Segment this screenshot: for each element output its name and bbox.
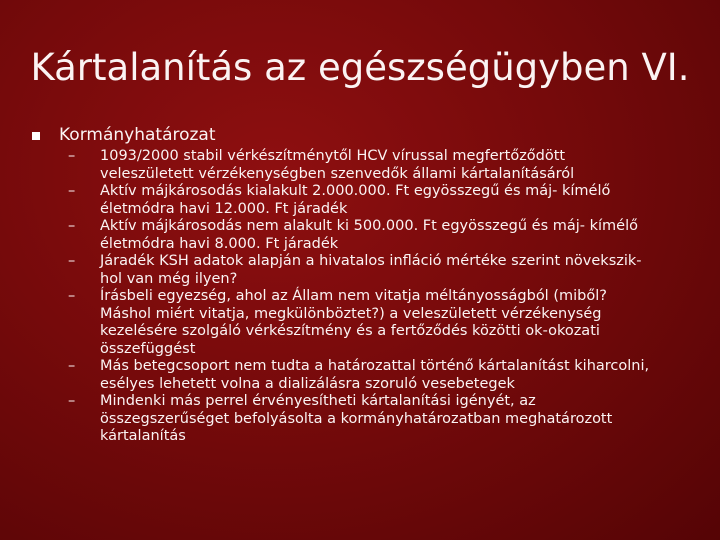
sub-bullet-list: [28, 148, 698, 446]
bullet-text: Kormányhatározat: [59, 125, 216, 145]
sub-bullet-text: 1093/2000 stabil vérkészítménytől HCV vírussal megfertőződött veleszületett vérzékenységben szenvedők állami kártalanításáról: [100, 148, 575, 182]
sub-bullet-item: [28, 253, 698, 288]
dash-icon: –: [68, 253, 76, 269]
dash-icon: –: [68, 183, 76, 199]
sub-bullet-item: [28, 218, 698, 253]
sub-bullet-text: Más betegcsoport nem tudta a határozattal történő kártalanítást kiharcolni, esélyes lehetett volna a dializálásra szoruló vesebetegek: [100, 358, 650, 392]
sub-bullet-text: Mindenki más perrel érvényesítheti kártalanítási igényét, az összegszerűséget befolyásolta a kormányhatározatban meghatározott kártalanítás: [100, 393, 613, 444]
sub-bullet-item: [28, 183, 698, 218]
sub-bullet-item: [28, 393, 698, 446]
sub-bullet-text: Aktív májkárosodás nem alakult ki 500.000. Ft egyösszegű és máj- kímélő életmódra havi 8.000. Ft járadék: [100, 218, 638, 252]
dash-icon: –: [68, 358, 76, 374]
sub-bullet-text: Írásbeli egyezség, ahol az Állam nem vitatja méltányosságból (miből? Máshol miért vitatja, megkülönböztet?) a veleszületett vérzékenység kezelésére szolgáló vérkészítmény és a fertőződés közötti ok-okozati összefüggést: [100, 288, 607, 357]
square-bullet-icon: [32, 132, 40, 140]
bullet-item: [28, 124, 698, 146]
dash-icon: –: [68, 393, 76, 409]
dash-icon: –: [68, 148, 76, 164]
dash-icon: –: [68, 218, 76, 234]
sub-bullet-text: Aktív májkárosodás kialakult 2.000.000. Ft egyösszegű és máj- kímélő életmódra havi 12.000. Ft járadék: [100, 183, 611, 217]
sub-bullet-item: [28, 358, 698, 393]
slide-body: [28, 124, 698, 446]
sub-bullet-item: [28, 148, 698, 183]
slide-title: Kártalanítás az egészségügyben VI.: [30, 46, 690, 89]
dash-icon: –: [68, 288, 76, 304]
sub-bullet-text: Járadék KSH adatok alapján a hivatalos infláció mértéke szerint növekszik- hol van még ilyen?: [100, 253, 642, 287]
sub-bullet-item: [28, 288, 698, 358]
